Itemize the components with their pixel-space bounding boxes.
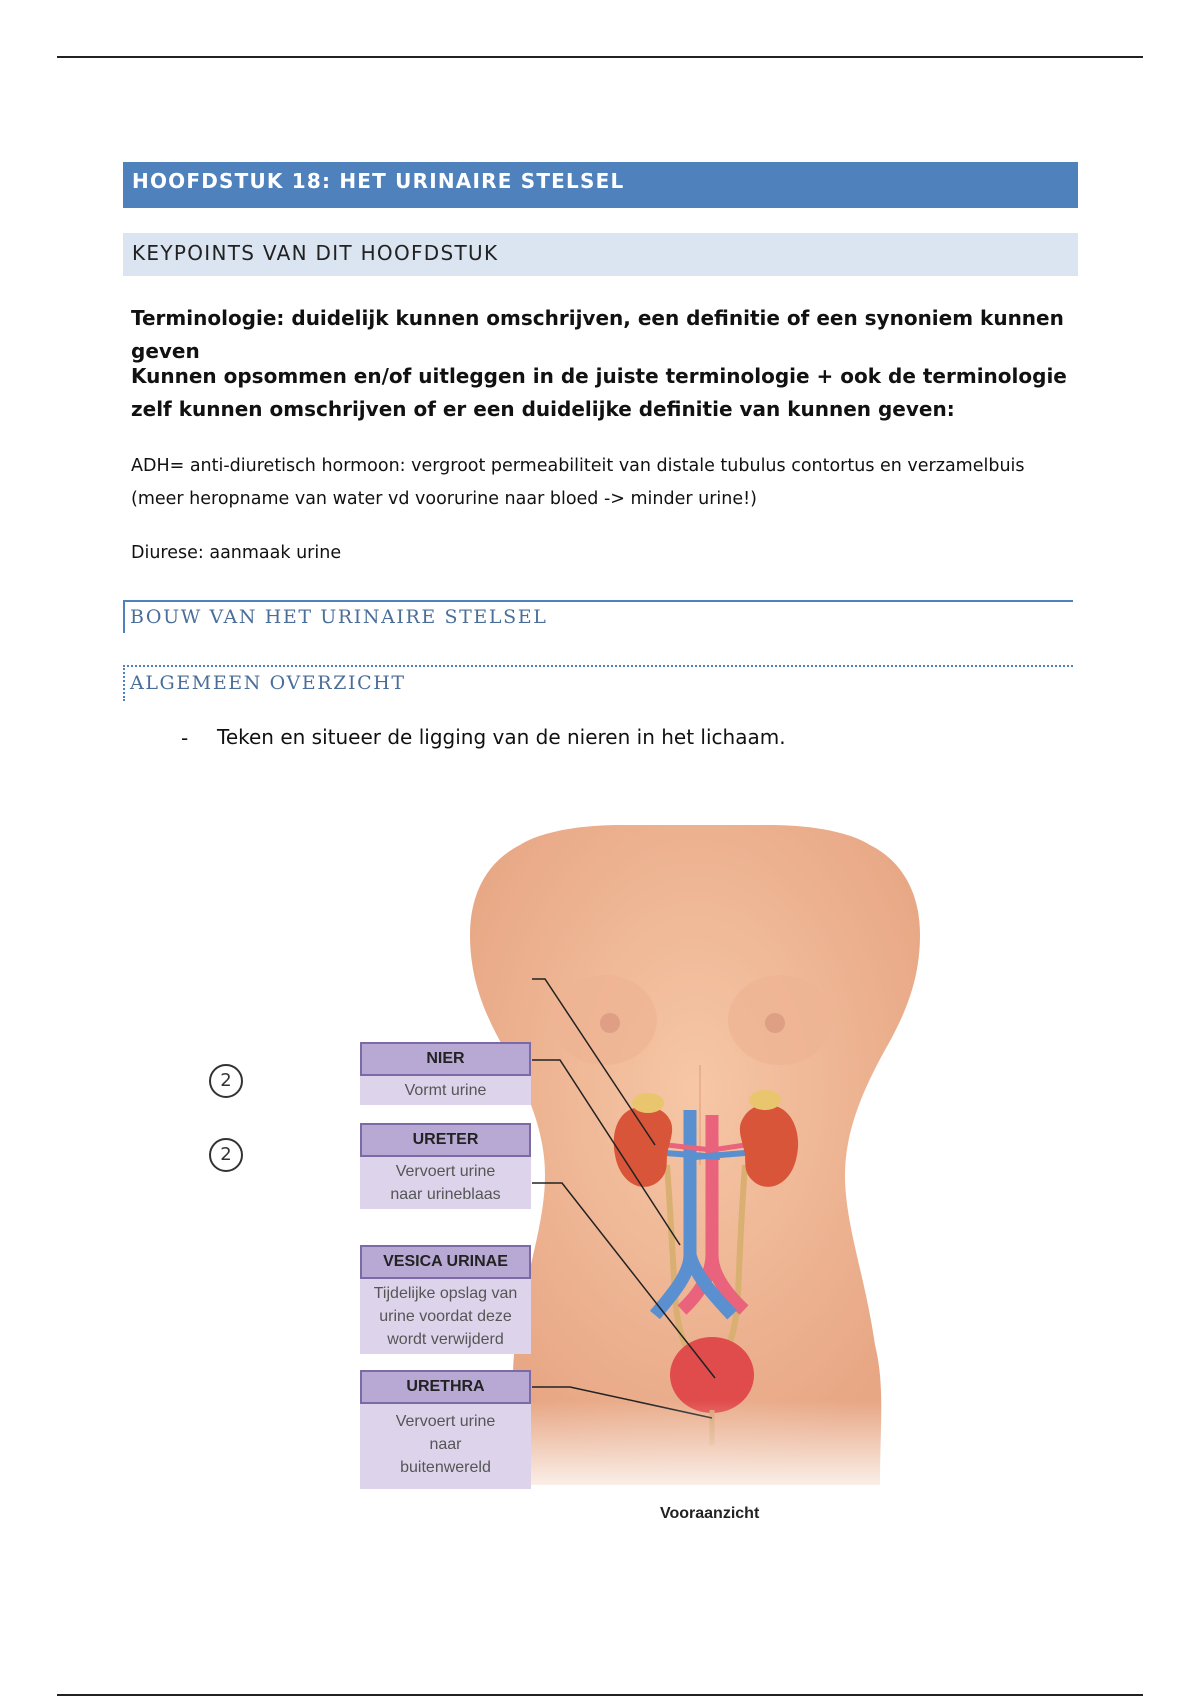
label-vesica-desc: Tijdelijke opslag van urine voordat deze wordt verwijderd — [373, 1285, 518, 1348]
label-nier-desc: Vormt urine — [404, 1082, 487, 1099]
label-urethra-desc: Vervoert urine naar buitenwereld — [395, 1413, 496, 1476]
diurese-definition: Diurese: aanmaak urine — [131, 543, 342, 563]
label-nier — [360, 1042, 531, 1105]
section-heading: BOUW VAN HET URINAIRE STELSEL — [123, 600, 1073, 633]
figure-caption: Vooraanzicht — [660, 1505, 760, 1522]
enumerate-paragraph: Kunnen opsommen en/of uitleggen in de juiste terminologie + ook de terminologie zelf kunnen omschrijven of er een duidelijke definitie van kunnen geven: — [131, 364, 1067, 421]
label-ureter-desc: Vervoert urine naar urineblaas — [390, 1163, 501, 1203]
label-vesica-urinae — [360, 1245, 531, 1354]
subsection-heading: ALGEMEEN OVERZICHT — [123, 665, 1073, 701]
footer-rule — [57, 1694, 1143, 1696]
header-rule — [57, 56, 1143, 58]
label-nier-title: NIER — [360, 1042, 531, 1076]
label-ureter-title: URETER — [360, 1123, 531, 1157]
label-urethra-title: URETHRA — [360, 1370, 531, 1404]
score-mark: 2 — [209, 1064, 243, 1098]
chapter-heading: HOOFDSTUK 18: HET URINAIRE STELSEL — [123, 162, 1078, 208]
bullet-item: Teken en situeer de ligging van de nieren in het lichaam. — [217, 725, 786, 749]
terminology-paragraph: Terminologie: duidelijk kunnen omschrijven, een definitie of een synoniem kunnen geven — [131, 306, 1064, 363]
score-mark: 2 — [209, 1138, 243, 1172]
label-urethra — [360, 1370, 531, 1489]
label-ureter — [360, 1123, 531, 1209]
keypoints-heading: KEYPOINTS VAN DIT HOOFDSTUK — [123, 233, 1078, 276]
adh-definition: ADH= anti-diuretisch hormoon: vergroot permeabiliteit van distale tubulus contortus en verzamelbuis (meer heropname van water vd voorurine naar bloed -> minder urine!) — [131, 456, 1025, 509]
bullet-dash: - — [181, 726, 189, 750]
label-vesica-title: VESICA URINAE — [360, 1245, 531, 1279]
